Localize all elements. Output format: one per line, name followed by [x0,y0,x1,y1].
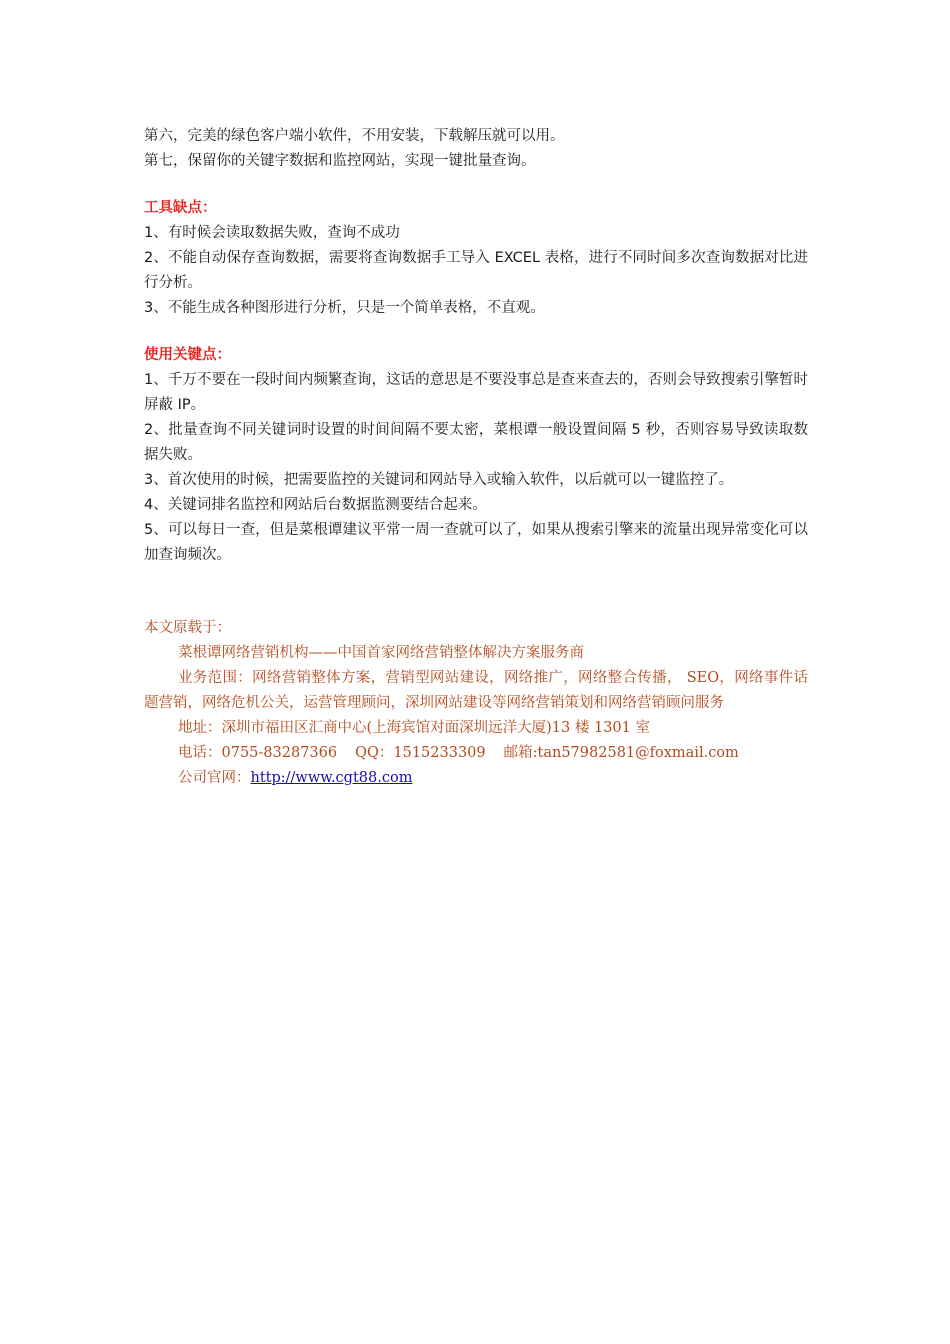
tip-item: 5、可以每日一查，但是菜根谭建议平常一周一查就可以了，如果从搜索引擎来的流量出现异常变化可以加查询频次。 [144,522,808,563]
website-line [144,766,808,791]
drawback-item: 3、不能生成各种图形进行分析，只是一个简单表格，不直观。 [144,300,545,316]
tip-item: 4、关键词排名监控和网站后台数据监测要结合起来。 [144,497,487,513]
drawback-item: 1、有时候会读取数据失败，查询不成功 [144,225,400,241]
source-footer [144,616,808,791]
qq-number: QQ：1515233309 [355,745,486,761]
section-gap [144,321,808,343]
drawback-item: 2、不能自动保存查询数据，需要将查询数据手工导入 EXCEL 表格，进行不同时间多次查询数据对比进行分析。 [144,250,808,291]
website-label: 公司官网： [178,770,251,786]
org-description: 菜根谭网络营销机构——中国首家网络营销整体解决方案服务商 [178,645,584,661]
company-address: 地址：深圳市福田区汇商中心(上海宾馆对面深圳远洋大厦)13 楼 1301 室 [178,720,650,736]
tip-item: 2、批量查询不同关键词时设置的时间间隔不要太密，菜根谭一般设置间隔 5 秒，否则容易导致读取数据失败。 [144,422,808,463]
tip-item: 3、首次使用的时候，把需要监控的关键词和网站导入或输入软件，以后就可以一键监控了。 [144,472,734,488]
section-gap [144,174,808,196]
contact-line [144,741,808,766]
phone-number: 电话：0755-83287366 [178,745,338,761]
feature-item-7: 第七，保留你的关键字数据和监控网站，实现一键批量查询。 [144,153,536,169]
tip-item: 1、千万不要在一段时间内频繁查询，这话的意思是不要没事总是查来查去的，否则会导致搜索引擎暂时屏蔽 IP。 [144,372,808,413]
tips-heading: 使用关键点： [144,347,231,363]
website-link[interactable]: http://www.cgt88.com [250,770,413,786]
source-label: 本文原载于： [144,620,231,636]
document-page [144,124,808,791]
business-scope: 业务范围：网络营销整体方案，营销型网站建设，网络推广，网络整合传播， SEO，网络事件话题营销，网络危机公关，运营管理顾问，深圳网站建设等网络营销策划和网络营销顾问服务 [144,670,808,711]
feature-item-6: 第六，完美的绿色客户端小软件，不用安装，下载解压就可以用。 [144,128,565,144]
drawbacks-heading: 工具缺点： [144,200,217,216]
email-address: 邮箱:tan57982581@foxmail.com [503,745,739,761]
